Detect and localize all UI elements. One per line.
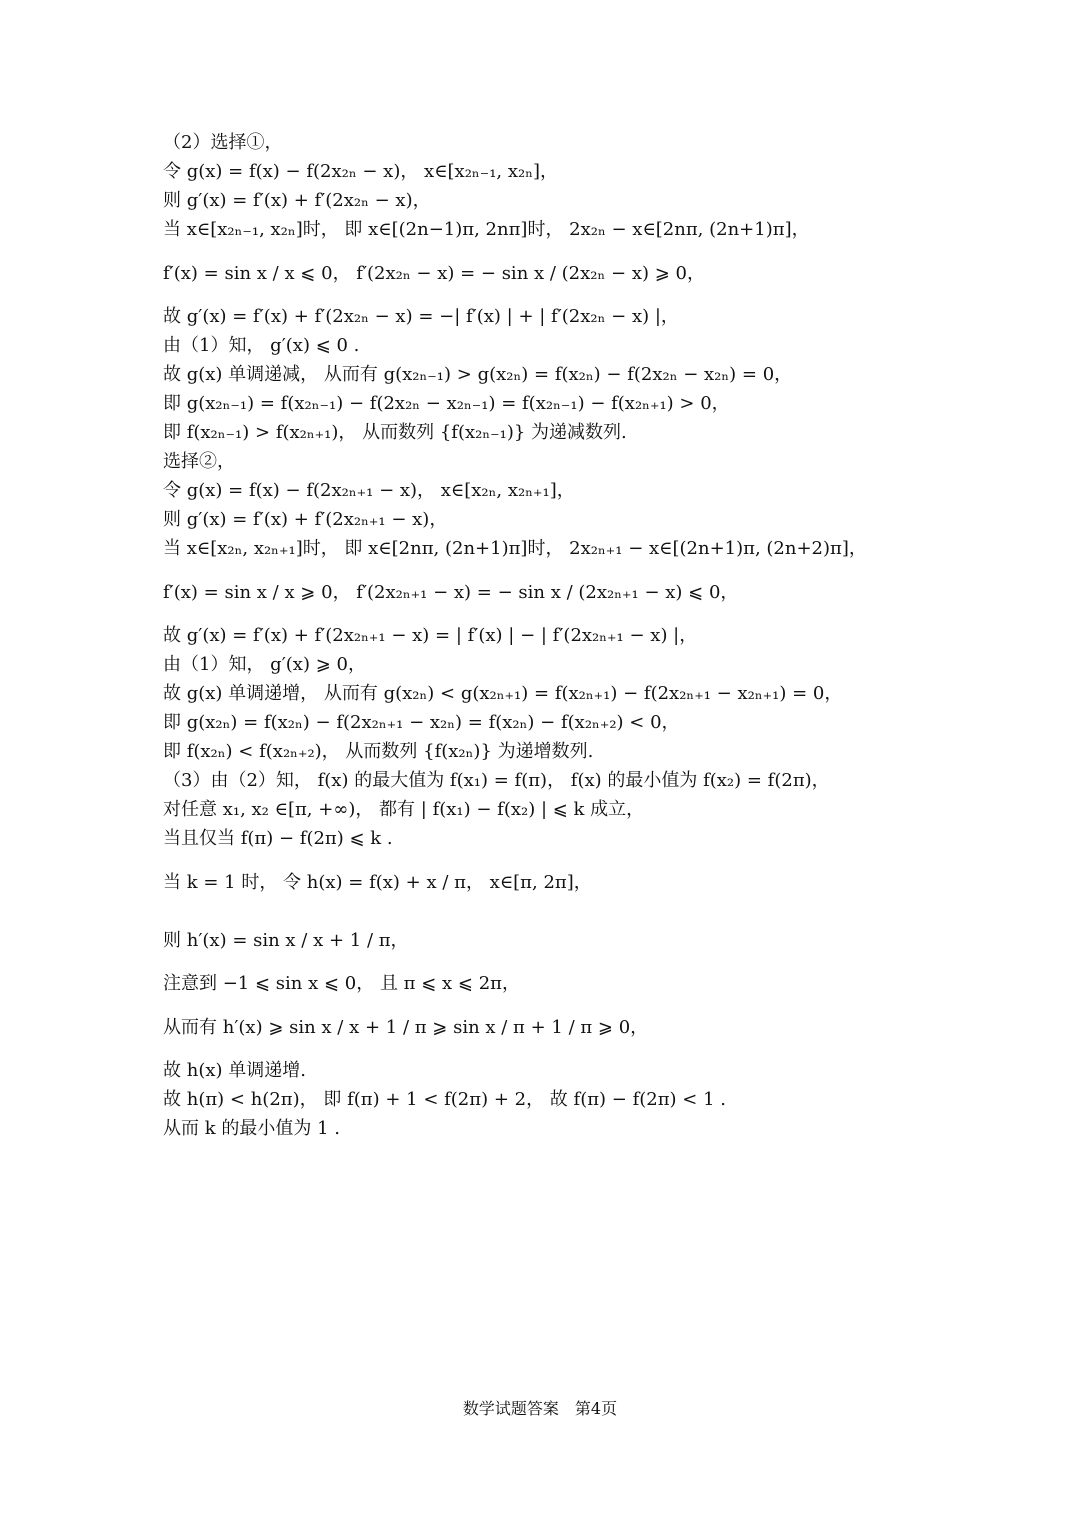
solution-line: 令 g(x) = f(x) − f(2x₂ₙ₊₁ − x)， x∈[x₂ₙ, x₂ₙ₊₁]， [163,480,575,501]
solution-line: 故 g(x) 单调递增， 从而有 g(x₂ₙ) < g(x₂ₙ₊₁) = f(x₂ₙ₊₁) − f(2x₂ₙ₊₁ − x₂ₙ₊₁) = 0， [163,683,843,704]
solution-line: 故 g′(x) = f′(x) + f′(2x₂ₙ₊₁ − x) = | f′(x) | − | f′(2x₂ₙ₊₁ − x) |， [163,625,698,646]
solution-line: 当且仅当 f(π) − f(2π) ⩽ k . [163,828,393,849]
solution-line: 由（1）知， g′(x) ⩾ 0， [163,654,366,675]
solution-line: 当 x∈[x₂ₙ₋₁, x₂ₙ]时， 即 x∈[(2n−1)π, 2nπ]时， 2x₂ₙ − x∈[2nπ, (2n+1)π]， [163,219,810,240]
solution-line: 即 g(x₂ₙ) = f(x₂ₙ) − f(2x₂ₙ₊₁ − x₂ₙ) = f(x₂ₙ) − f(x₂ₙ₊₂) < 0， [163,712,680,733]
solution-line: 从而 k 的最小值为 1 . [163,1118,340,1139]
solution-line: 即 f(x₂ₙ₋₁) > f(x₂ₙ₊₁)， 从而数列 {f(x₂ₙ₋₁)} 为递减数列. [163,422,627,443]
solution-line: 则 g′(x) = f′(x) + f′(2x₂ₙ − x)， [163,190,431,211]
solution-line: 则 h′(x) = sin x / x + 1 / π， [163,929,409,951]
solution-line: （3）由（2）知， f(x) 的最大值为 f(x₁) = f(π)， f(x) 的最小值为 f(x₂) = f(2π)， [163,770,830,791]
page-footer: 数学试题答案 第4页 [462,1399,618,1418]
solution-line: 故 h(x) 单调递增. [163,1060,306,1081]
solution-line: （2）选择①， [163,132,283,153]
solution-line: 对任意 x₁, x₂ ∈[π, +∞)， 都有 | f(x₁) − f(x₂) | ⩽ k 成立， [163,799,645,820]
solution-body [163,128,923,1143]
solution-line: 故 g(x) 单调递减， 从而有 g(x₂ₙ₋₁) > g(x₂ₙ) = f(x₂ₙ) − f(2x₂ₙ − x₂ₙ) = 0， [163,364,793,385]
solution-line: 即 g(x₂ₙ₋₁) = f(x₂ₙ₋₁) − f(2x₂ₙ − x₂ₙ₋₁) = f(x₂ₙ₋₁) − f(x₂ₙ₊₁) > 0， [163,393,730,414]
solution-line: 令 g(x) = f(x) − f(2x₂ₙ − x)， x∈[x₂ₙ₋₁, x₂ₙ]， [163,161,559,182]
solution-line: 故 h(π) < h(2π)， 即 f(π) + 1 < f(2π) + 2， 故 f(π) − f(2π) < 1 . [163,1089,727,1110]
solution-line: 故 g′(x) = f′(x) + f′(2x₂ₙ − x) = −| f′(x) | + | f′(2x₂ₙ − x) |， [163,306,679,327]
solution-line: 由（1）知， g′(x) ⩽ 0 . [163,335,360,356]
solution-line: 当 x∈[x₂ₙ, x₂ₙ₊₁]时， 即 x∈[2nπ, (2n+1)π]时， 2x₂ₙ₊₁ − x∈[(2n+1)π, (2n+2)π]， [163,538,867,559]
solution-line: f′(x) = sin x / x ⩾ 0， f′(2x₂ₙ₊₁ − x) = − sin x / (2x₂ₙ₊₁ − x) ⩽ 0， [163,581,739,603]
solution-line: 当 k = 1 时， 令 h(x) = f(x) + x / π， x∈[π, 2π]， [163,871,592,893]
solution-line: 即 f(x₂ₙ) < f(x₂ₙ₊₂)， 从而数列 {f(x₂ₙ)} 为递增数列. [163,741,594,762]
solution-line: 从而有 h′(x) ⩾ sin x / x + 1 / π ⩾ sin x / π + 1 / π ⩾ 0， [163,1016,649,1038]
solution-line: 注意到 −1 ⩽ sin x ⩽ 0， 且 π ⩽ x ⩽ 2π， [163,973,520,994]
solution-line: f′(x) = sin x / x ⩽ 0， f′(2x₂ₙ − x) = − sin x / (2x₂ₙ − x) ⩾ 0， [163,262,705,284]
solution-line: 则 g′(x) = f′(x) + f′(2x₂ₙ₊₁ − x)， [163,509,448,530]
solution-line: 选择②， [163,451,235,472]
